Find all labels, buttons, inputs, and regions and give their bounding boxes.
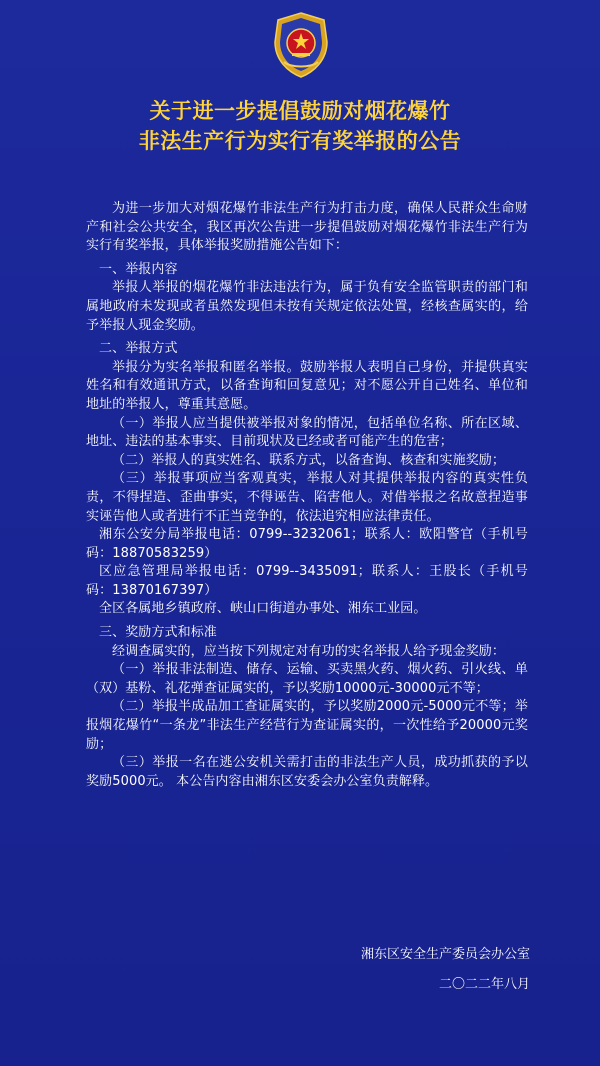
- section3-item1: （一）举报非法制造、储存、运输、买卖黑火药、烟火药、引火线、单（双）基粉、礼花弹查证属实的，予以奖励10000元-30000元不等；: [86, 662, 528, 696]
- section3-item2: （二）举报半成品加工查证属实的，予以奖励2000元-5000元不等；举报烟花爆竹“一条龙”非法生产经营行为查证属实的，一次性给予20000元奖励；: [86, 699, 528, 752]
- section3-body: 经调查属实的，应当按下列规定对有功的实名举报人给予现金奖励：: [112, 643, 506, 659]
- section3-item3: （三）举报一名在逃公安机关需打击的非法生产人员，成功抓获的予以奖励5000元。 本公告内容由湘东区安委会办公室负责解释。: [86, 755, 528, 789]
- title-line-2: 非法生产行为实行有奖举报的公告: [138, 129, 462, 153]
- section2-item3: （三）举报事项应当客观真实，举报人对其提供举报内容的真实性负责，不得捏造、歪曲事实，不得诬告、陷害他人。对借举报之名故意捏造事实诬告他人或者进行不正当竞争的，依法追究相应法律责任。: [86, 471, 528, 524]
- title-line-1: 关于进一步提倡鼓励对烟花爆竹: [149, 99, 451, 123]
- section2-body: 举报分为实名举报和匿名举报。鼓励举报人表明自己身份，并提供真实姓名和有效通讯方式，以备查询和回复意见；对不愿公开自己姓名、单位和地址的举报人，尊重其意愿。: [86, 359, 528, 412]
- signature-date: 二〇二二年八月: [438, 977, 530, 992]
- section2-item1: （一）举报人应当提供被举报对象的情况，包括单位名称、所在区域、地址、违法的基本事实、目前现状及已经或者可能产生的危害；: [86, 415, 528, 450]
- contact-emergency: 区应急管理局举报电话：0799--3435091；联系人：王股长（手机号码：13870167397）: [86, 564, 528, 598]
- intro-paragraph: 为进一步加大对烟花爆竹非法生产行为打击力度，确保人民群众生命财产和社会公共安全，我区再次公告进一步提倡鼓励对烟花爆竹非法生产行为实行有奖举报，具体举报奖励措施公告如下：: [86, 201, 528, 254]
- section3-heading: 三、奖励方式和标准: [99, 625, 217, 641]
- contact-police: 湘东公安分局举报电话：0799--3232061；联系人：欧阳警官（手机号码：18870583259）: [86, 527, 528, 561]
- signature-org: 湘东区安全生产委员会办公室: [360, 947, 530, 962]
- notice-title: [0, 96, 600, 156]
- police-emblem-icon: [272, 12, 330, 78]
- section1-body: 举报人举报的烟花爆竹非法违法行为，属于负有安全监管职责的部门和属地政府未发现或者虽然发现但未按有关规定依法处置，经核查属实的，给予举报人现金奖励。: [86, 280, 528, 333]
- contact-local: 全区各属地乡镇政府、峡山口街道办事处、湘东工业园。: [99, 601, 427, 617]
- section1-heading: 一、举报内容: [99, 261, 178, 277]
- section2-item2: （二）举报人的真实姓名、联系方式，以备查询、核查和实施奖励；: [112, 452, 506, 468]
- section2-heading: 二、举报方式: [99, 341, 178, 357]
- signature-block: [361, 940, 530, 1000]
- notice-body: [86, 200, 528, 791]
